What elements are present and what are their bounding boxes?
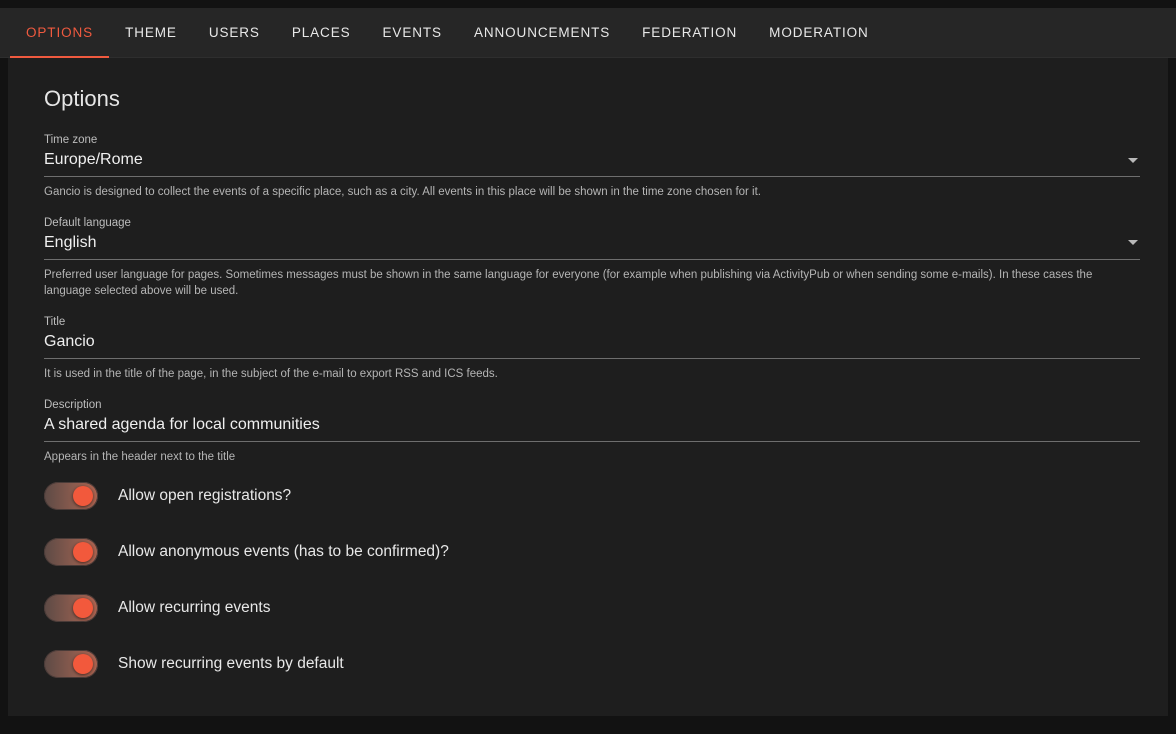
left-chrome-strip — [0, 58, 8, 716]
tab-events[interactable] — [367, 8, 458, 58]
toggle-row-open-registrations — [44, 481, 1140, 511]
description-value: A shared agenda for local communities — [44, 415, 320, 433]
time-zone-value: Europe/Rome — [44, 151, 143, 168]
tab-places[interactable] — [276, 8, 367, 58]
page-title: Options — [44, 86, 120, 111]
title-value: Gancio — [44, 333, 95, 351]
tab-federation[interactable] — [626, 8, 753, 58]
tab-theme-label: THEME — [125, 25, 177, 40]
title-hint: It is used in the title of the page, in the subject of the e-mail to export RSS and ICS feeds. — [44, 368, 498, 381]
tab-announcements-label: ANNOUNCEMENTS — [473, 25, 611, 40]
toggle-allow-anonymous-events-label: Allow anonymous events (has to be confirmed)? — [118, 543, 449, 561]
toggle-show-recurring-events-by-default-label: Show recurring events by default — [118, 655, 344, 673]
default-language-select[interactable] — [44, 233, 1140, 260]
tab-options-label: OPTIONS — [26, 25, 94, 40]
chevron-down-icon[interactable] — [1128, 158, 1138, 163]
title-input[interactable] — [44, 332, 1140, 359]
field-title — [44, 316, 1140, 359]
chevron-down-icon[interactable] — [1128, 240, 1138, 245]
toggle-knob — [73, 654, 93, 674]
tab-theme[interactable] — [109, 8, 193, 58]
window-bottom-strip — [0, 716, 1176, 734]
time-zone-label: Time zone — [44, 134, 98, 146]
toggle-allow-recurring-events-label: Allow recurring events — [118, 599, 271, 617]
tab-moderation[interactable] — [753, 8, 885, 58]
admin-tab-bar — [0, 8, 1176, 58]
toggle-row-anonymous-events — [44, 537, 1140, 567]
field-default-language — [44, 217, 1140, 260]
description-input[interactable] — [44, 415, 1140, 442]
toggle-knob — [73, 542, 93, 562]
right-chrome-strip — [1168, 58, 1176, 716]
tab-moderation-label: MODERATION — [769, 25, 869, 40]
tab-places-label: PLACES — [291, 25, 351, 40]
field-description — [44, 399, 1140, 442]
toggle-knob — [73, 598, 93, 618]
tab-events-label: EVENTS — [382, 25, 442, 40]
toggle-allow-open-registrations-label: Allow open registrations? — [118, 487, 292, 505]
toggle-row-show-recurring-default — [44, 649, 1140, 679]
tab-announcements[interactable] — [458, 8, 626, 58]
title-label: Title — [44, 316, 66, 329]
toggle-row-recurring-events — [44, 593, 1140, 623]
toggle-allow-recurring-events[interactable] — [44, 594, 98, 622]
description-label: Description — [44, 398, 102, 411]
options-panel — [8, 58, 1168, 714]
toggle-allow-open-registrations[interactable] — [44, 482, 98, 510]
description-hint: Appears in the header next to the title — [44, 450, 236, 463]
default-language-hint: Preferred user language for pages. Sometimes messages must be shown in the same language for everyone (for example when publishing via ActivityPub or when sending some e-mails). In these cases the language selected above will be used. — [44, 268, 1093, 298]
time-zone-select[interactable] — [44, 150, 1140, 177]
time-zone-hint: Gancio is designed to collect the events of a specific place, such as a city. All events in this place will be shown in the time zone chosen for it. — [44, 186, 761, 198]
default-language-label: Default language — [44, 216, 131, 229]
toggle-allow-anonymous-events[interactable] — [44, 538, 98, 566]
tab-federation-label: FEDERATION — [642, 25, 738, 40]
toggle-show-recurring-events-by-default[interactable] — [44, 650, 98, 678]
toggle-knob — [73, 486, 93, 506]
tab-users[interactable] — [193, 8, 276, 58]
default-language-value: English — [44, 233, 97, 251]
tab-users-label: USERS — [208, 25, 260, 40]
field-time-zone — [44, 134, 1140, 177]
tab-options[interactable] — [10, 8, 109, 58]
